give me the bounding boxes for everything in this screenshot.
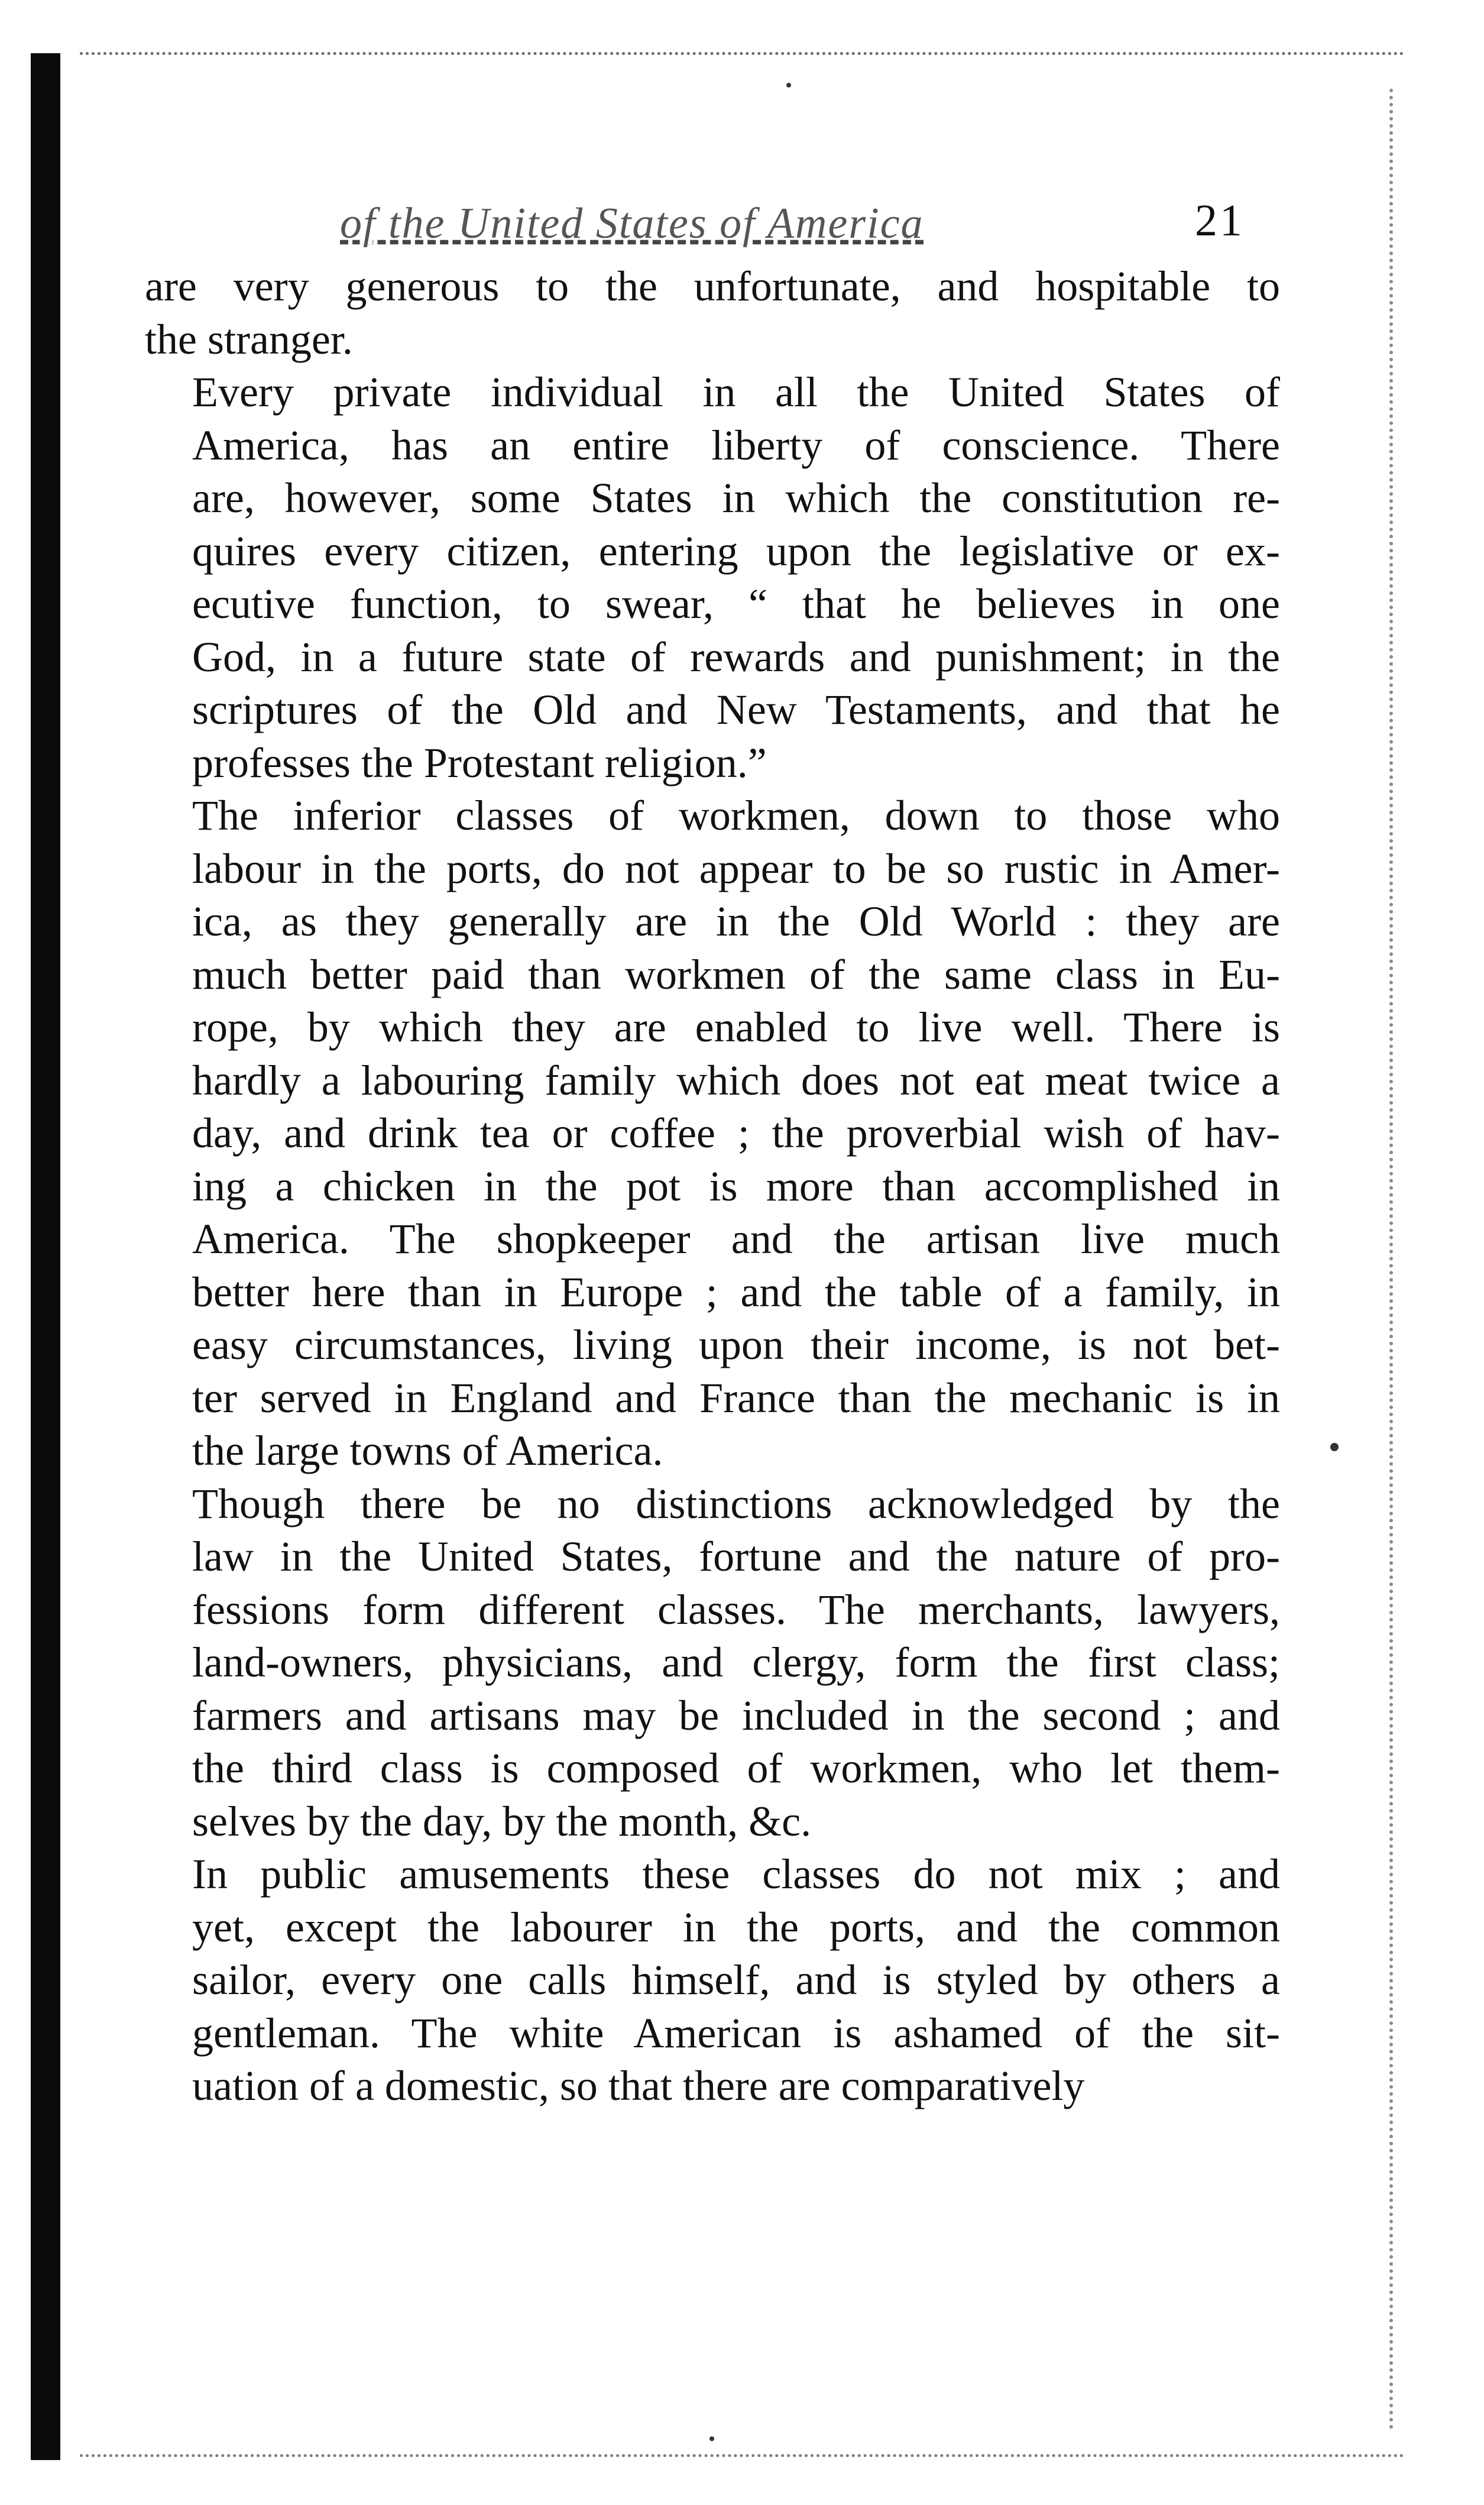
text-line: labour in the ports, do not appear to be so rustic in Amer- bbox=[192, 844, 1280, 892]
print-speck bbox=[709, 2436, 714, 2441]
running-head bbox=[145, 195, 1268, 248]
text-line: ica, as they generally are in the Old World : they are bbox=[192, 898, 1280, 945]
paragraph bbox=[145, 789, 1280, 1478]
text-line: God, in a future state of rewards and punishment; in the bbox=[192, 633, 1280, 681]
text-line: Every private individual in all the United States of bbox=[192, 368, 1280, 416]
text-line: are very generous to the unfortunate, and hospitable to bbox=[145, 263, 1280, 310]
text-line: hardly a labouring family which does not eat meat twice a bbox=[192, 1056, 1280, 1104]
text-line: uation of a domestic, so that there are comparatively bbox=[192, 2062, 1085, 2109]
text-line: sailor, every one calls himself, and is styled by others a bbox=[192, 1956, 1280, 2004]
paragraph bbox=[145, 366, 1280, 789]
text-line: gentleman. The white American is ashamed of the sit- bbox=[192, 2009, 1280, 2057]
text-line: land-owners, physicians, and clergy, form the first class; bbox=[192, 1639, 1280, 1686]
text-line: are, however, some States in which the constitution re- bbox=[192, 474, 1280, 522]
print-speck bbox=[786, 83, 791, 88]
page-bottom-edge bbox=[80, 2454, 1404, 2457]
text-line: farmers and artisans may be included in the second ; and bbox=[192, 1691, 1280, 1739]
text-line: ing a chicken in the pot is more than accomplished in bbox=[192, 1162, 1280, 1210]
paragraph bbox=[145, 1848, 1280, 2113]
page-number: 21 bbox=[1195, 196, 1245, 245]
print-speck bbox=[1330, 1443, 1339, 1451]
text-line: fessions form different classes. The merchants, lawyers, bbox=[192, 1585, 1280, 1633]
paragraph bbox=[145, 260, 1280, 366]
page-right-edge bbox=[1389, 89, 1393, 2430]
text-line: law in the United States, fortune and the nature of pro- bbox=[192, 1533, 1280, 1580]
body-text bbox=[145, 260, 1280, 2113]
text-line: easy circumstances, living upon their income, is not bet- bbox=[192, 1321, 1280, 1368]
text-line: day, and drink tea or coffee ; the proverbial wish of hav- bbox=[192, 1109, 1280, 1157]
text-line: the stranger. bbox=[145, 315, 353, 363]
text-line: selves by the day, by the month, &c. bbox=[192, 1797, 812, 1845]
text-line: The inferior classes of workmen, down to those who bbox=[192, 792, 1280, 839]
text-line: ecutive function, to swear, “ that he believes in one bbox=[192, 580, 1280, 627]
text-line: the large towns of America. bbox=[192, 1427, 663, 1474]
text-line: America, has an entire liberty of conscience. There bbox=[192, 421, 1280, 469]
text-line: America. The shopkeeper and the artisan live much bbox=[192, 1215, 1280, 1263]
page-top-edge bbox=[80, 52, 1404, 55]
text-line: In public amusements these classes do not mix ; and bbox=[192, 1850, 1280, 1898]
text-line: quires every citizen, entering upon the legislative or ex- bbox=[192, 527, 1280, 575]
text-line: better here than in Europe ; and the table of a family, in bbox=[192, 1268, 1280, 1316]
paragraph bbox=[145, 1478, 1280, 1849]
text-line: the third class is composed of workmen, who let them- bbox=[192, 1745, 1280, 1792]
text-line: yet, except the labourer in the ports, and the common bbox=[192, 1903, 1280, 1951]
text-line: Though there be no distinctions acknowledged by the bbox=[192, 1480, 1280, 1527]
running-title: of the United States of America bbox=[340, 199, 924, 248]
book-spine-shadow bbox=[31, 53, 60, 2460]
text-line: much better paid than workmen of the same class in Eu- bbox=[192, 950, 1280, 998]
text-line: scriptures of the Old and New Testaments, and that he bbox=[192, 686, 1280, 733]
text-line: ter served in England and France than the mechanic is in bbox=[192, 1374, 1280, 1422]
text-line: rope, by which they are enabled to live well. There is bbox=[192, 1004, 1280, 1051]
text-line: professes the Protestant religion.” bbox=[192, 739, 767, 787]
